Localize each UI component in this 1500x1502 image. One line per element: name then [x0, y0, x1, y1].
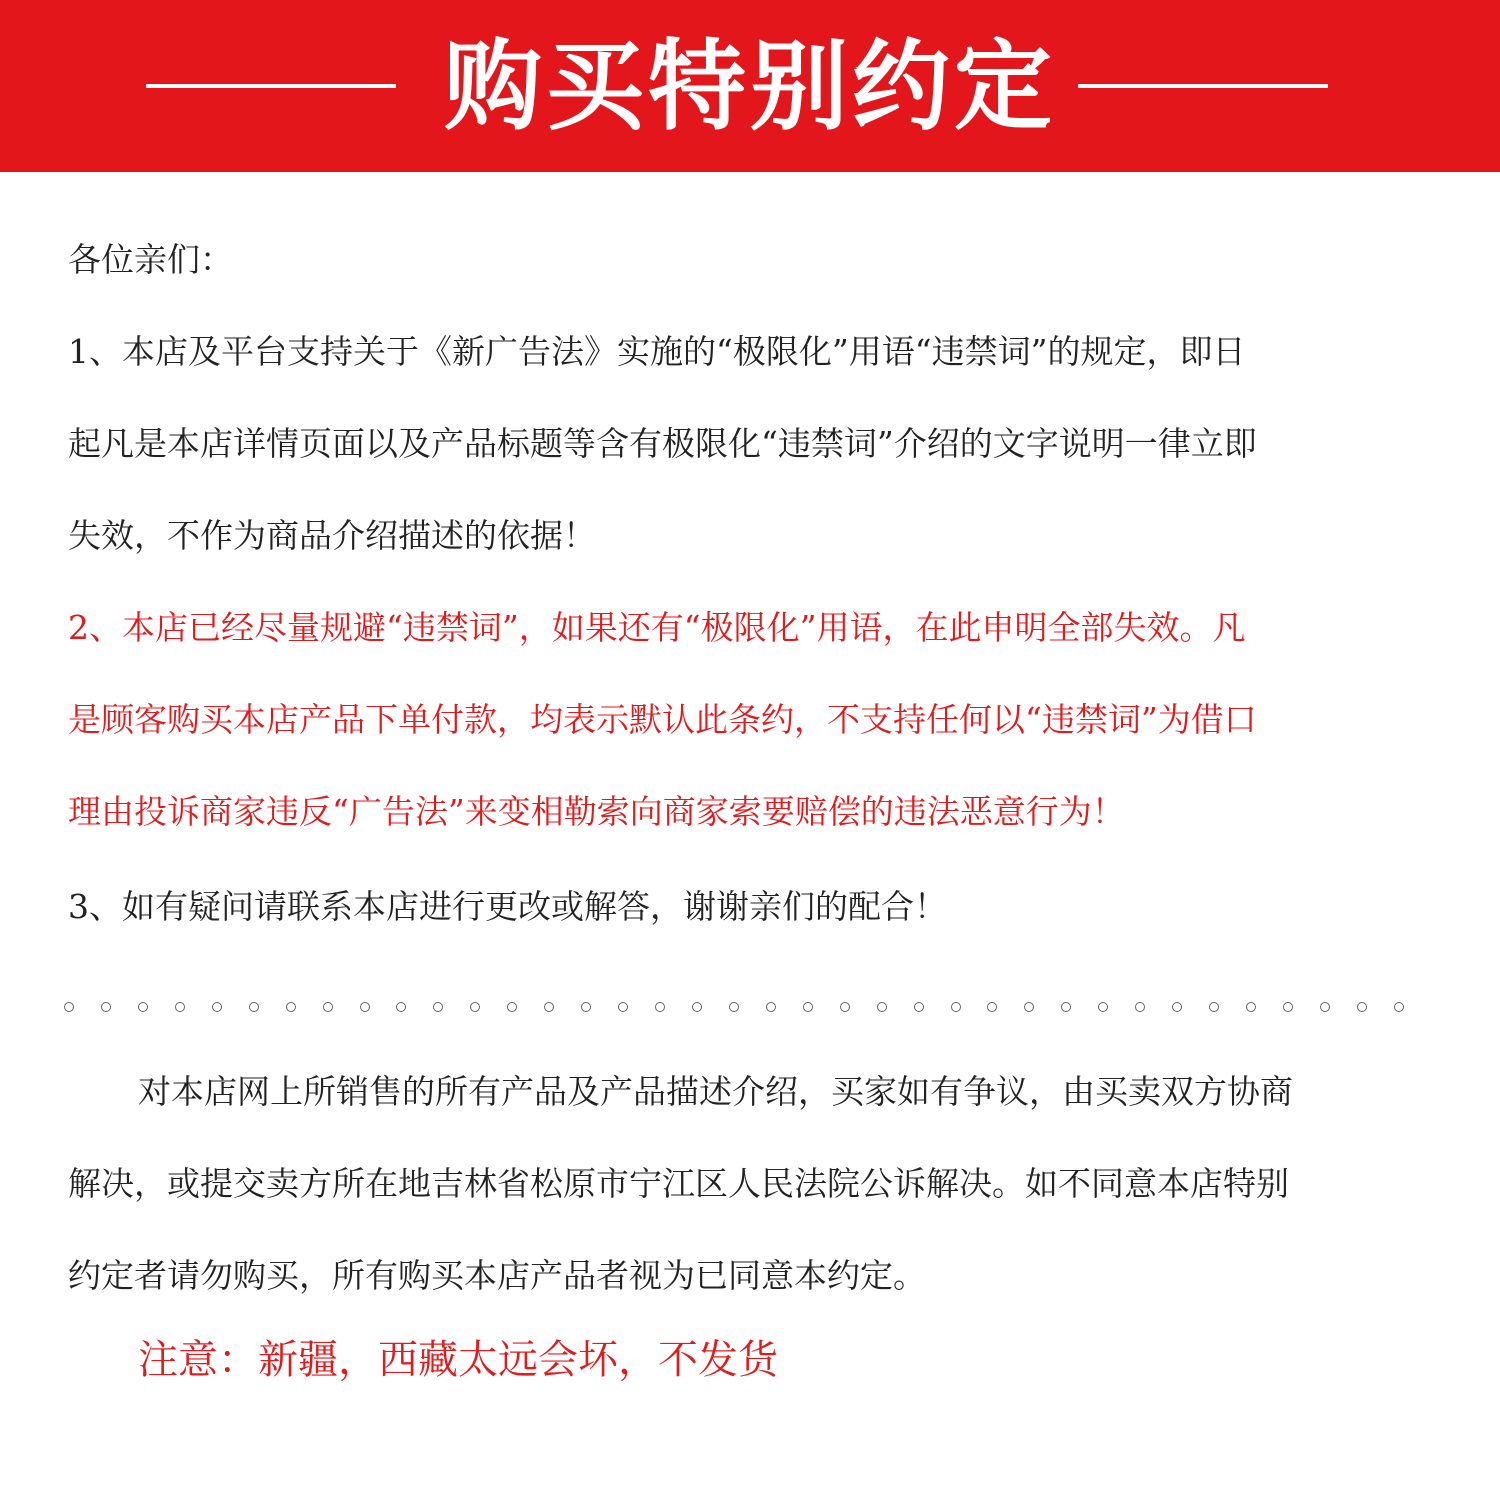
divider-dot [1246, 1002, 1256, 1012]
clause-2-line-2: 是顾客购买本店产品下单付款，均表示默认此条约，不支持任何以“违禁词”为借口 [68, 700, 1257, 739]
clause-2-line-1: 2、本店已经尽量规避“违禁词”，如果还有“极限化”用语，在此申明全部失效。凡 [68, 608, 1246, 647]
divider-dot [766, 1002, 776, 1012]
dispute-line-3: 约定者请勿购买，所有购买本店产品者视为已同意本约定。 [68, 1256, 926, 1295]
divider-dot [1024, 1002, 1034, 1012]
divider-dot [914, 1002, 924, 1012]
divider-dot [951, 1002, 961, 1012]
divider-dot [987, 1002, 997, 1012]
divider-dot [360, 1002, 370, 1012]
divider-dot [286, 1002, 296, 1012]
greeting: 各位亲们： [68, 240, 233, 279]
divider-dot [101, 1002, 111, 1012]
banner-right-rule [1078, 84, 1328, 88]
divider-dot [1283, 1002, 1293, 1012]
divider-dot [1209, 1002, 1219, 1012]
divider-dot [1357, 1002, 1367, 1012]
divider-dot [138, 1002, 148, 1012]
divider-dot [64, 1002, 74, 1012]
divider-dot [249, 1002, 259, 1012]
divider-dot [618, 1002, 628, 1012]
divider-dot [323, 1002, 333, 1012]
divider-dot [655, 1002, 665, 1012]
shipping-notice: 注意：新疆，西藏太远会坏，不发货 [138, 1337, 778, 1383]
divider-dot [1394, 1002, 1404, 1012]
clause-3: 3、如有疑问请联系本店进行更改或解答，谢谢亲们的配合！ [68, 887, 947, 926]
divider-dot [1172, 1002, 1182, 1012]
divider-dot [1061, 1002, 1071, 1012]
clause-1-line-1: 1、本店及平台支持关于《新广告法》实施的“极限化”用语“违禁词”的规定，即日 [68, 332, 1246, 371]
divider-dot [877, 1002, 887, 1012]
divider-dot [470, 1002, 480, 1012]
divider-dot [396, 1002, 406, 1012]
divider-dot [1320, 1002, 1330, 1012]
divider-dot [1098, 1002, 1108, 1012]
dotted-divider [64, 992, 1404, 1022]
divider-dot [212, 1002, 222, 1012]
divider-dot [175, 1002, 185, 1012]
divider-dot [803, 1002, 813, 1012]
page-title: 购买特别约定 [443, 30, 1056, 144]
dispute-line-2: 解决，或提交卖方所在地吉林省松原市宁江区人民法院公诉解决。如不同意本店特别 [68, 1164, 1289, 1203]
divider-dot [1135, 1002, 1145, 1012]
clause-1-line-3: 失效，不作为商品介绍描述的依据！ [68, 516, 596, 555]
divider-dot [544, 1002, 554, 1012]
divider-dot [840, 1002, 850, 1012]
divider-dot [507, 1002, 517, 1012]
dispute-line-1: 对本店网上所销售的所有产品及产品描述介绍，买家如有争议，由买卖双方协商 [138, 1072, 1293, 1111]
divider-dot [433, 1002, 443, 1012]
clause-1-line-2: 起凡是本店详情页面以及产品标题等含有极限化“违禁词”介绍的文字说明一律立即 [68, 424, 1257, 463]
divider-dot [729, 1002, 739, 1012]
divider-dot [581, 1002, 591, 1012]
header-banner [0, 0, 1500, 172]
divider-dot [692, 1002, 702, 1012]
banner-left-rule [146, 84, 396, 88]
clause-2-line-3: 理由投诉商家违反“广告法”来变相勒索向商家索要赔偿的违法恶意行为！ [68, 792, 1125, 831]
